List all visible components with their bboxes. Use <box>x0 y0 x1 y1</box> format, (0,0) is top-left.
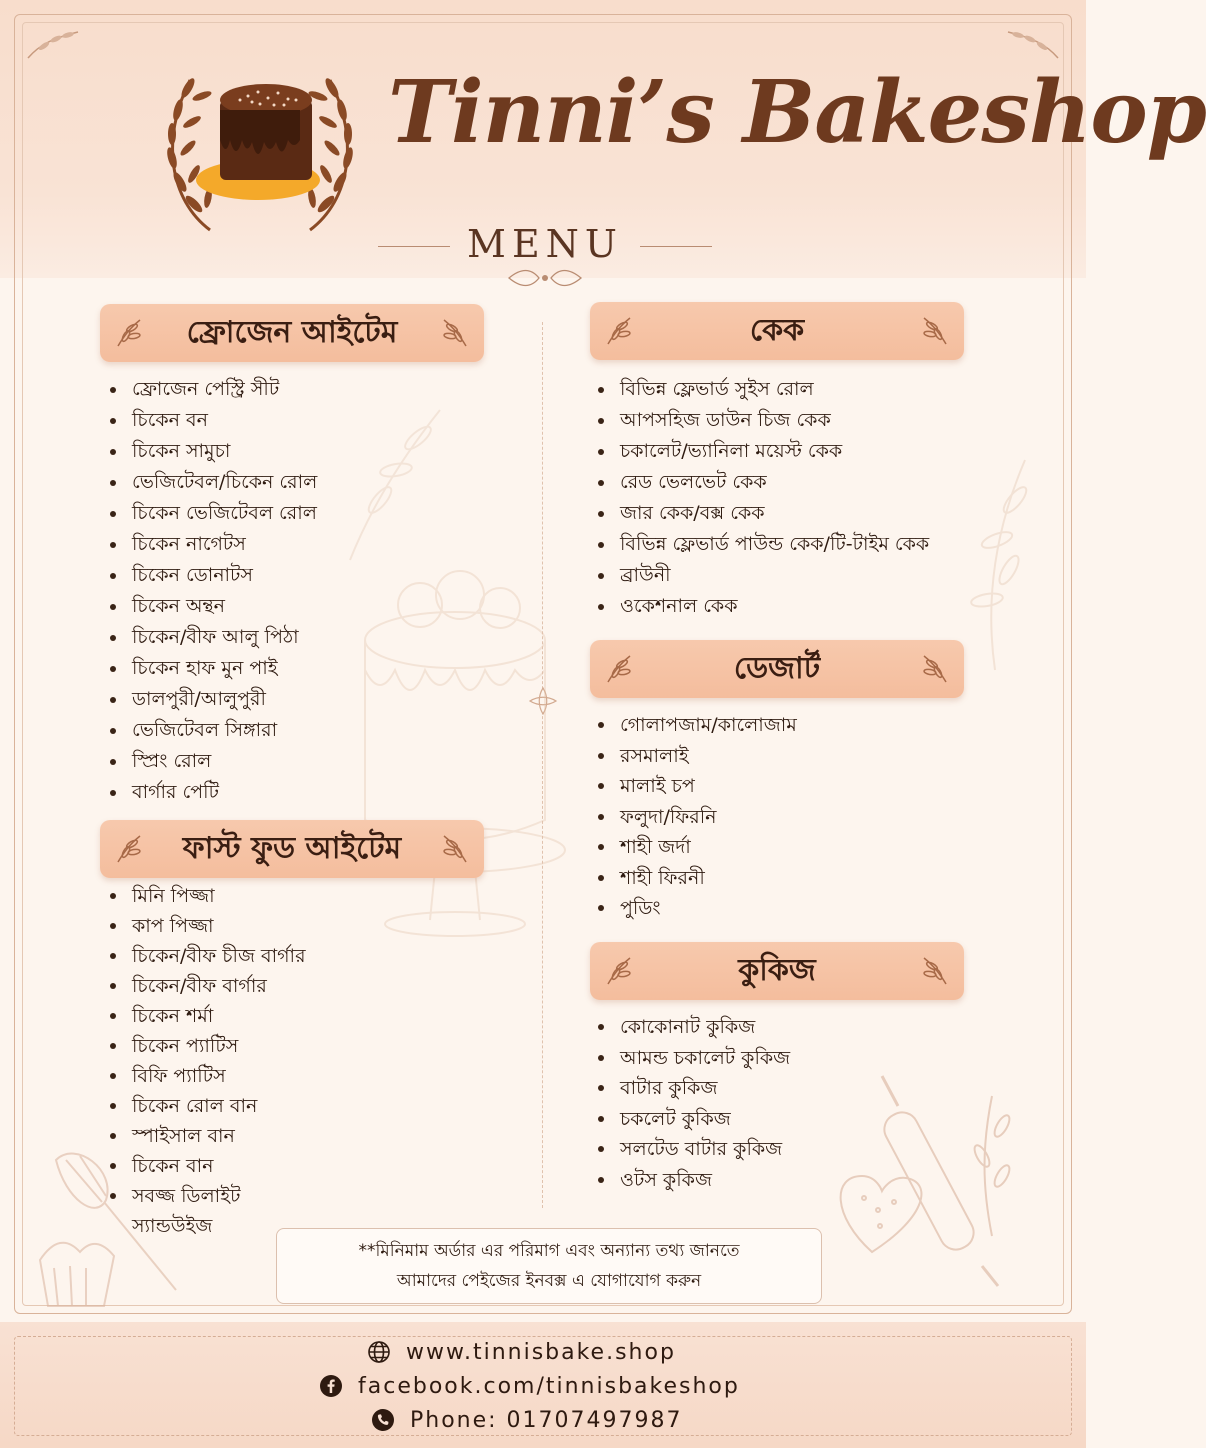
facebook-row[interactable] <box>318 1370 740 1402</box>
list-item: ওকেশনাল কেক <box>596 591 929 622</box>
list-item: মিনি পিজ্জা <box>108 881 306 911</box>
wheat-sprig-icon <box>602 652 636 686</box>
list-item: চিকেন/বীফ বার্গার <box>108 971 306 1001</box>
rolling-pin-heart-sketch-icon <box>832 1066 1022 1286</box>
list-item: কাপ পিজ্জা <box>108 911 306 941</box>
section-heading-text: ফ্রোজেন আইটেম <box>186 314 398 350</box>
list-item: চিকেন বন <box>108 405 317 436</box>
corner-flourish-icon <box>24 24 84 64</box>
list-item: ফলুদা/ফিরনি <box>596 802 797 833</box>
list-item: বিফি প্যাটিস <box>108 1061 306 1091</box>
facebook-icon <box>318 1373 344 1399</box>
phone-number[interactable]: Phone: 01707497987 <box>410 1407 683 1433</box>
list-item: চিকেন হাফ মুন পাই <box>108 653 317 684</box>
website-row[interactable] <box>366 1336 676 1368</box>
list-item: গোলাপজাম/কালোজাম <box>596 710 797 741</box>
wheat-sprig-icon <box>438 316 472 350</box>
wheat-sprig-icon <box>918 954 952 988</box>
dessert-item-list <box>596 710 797 924</box>
wheat-sprig-icon <box>112 832 146 866</box>
cookies-item-list <box>596 1012 790 1195</box>
cake-item-list <box>596 374 929 622</box>
list-item: বাটার কুকিজ <box>596 1073 790 1104</box>
order-note-box <box>276 1228 822 1304</box>
frozen-item-list <box>108 374 317 808</box>
facebook-link[interactable]: facebook.com/tinnisbakeshop <box>358 1373 740 1399</box>
list-item: রসমালাই <box>596 741 797 772</box>
shop-title: Tinni’s Bakeshop <box>388 62 1206 163</box>
order-note-line-2: আমাদের পেইজের ইনবক্স এ যোগাযোগ করুন <box>396 1271 702 1291</box>
list-item: কোকোনাট কুকিজ <box>596 1012 790 1043</box>
section-heading-text: ডেজার্ট <box>733 650 821 686</box>
list-item: ভেজিটেবল সিঙ্গারা <box>108 715 317 746</box>
list-item: চিকেন/বীফ আলু পিঠা <box>108 622 317 653</box>
list-item: চিকেন নাগেটস <box>108 529 317 560</box>
section-heading-cookies <box>590 942 964 1000</box>
list-item: আমন্ড চকালেট কুকিজ <box>596 1043 790 1074</box>
list-item: চিকেন রোল বান <box>108 1091 306 1121</box>
wheat-sprig-icon <box>112 316 146 350</box>
section-heading-fastfood <box>100 820 484 878</box>
corner-flourish-icon <box>1002 24 1062 64</box>
list-item: শাহী ফিরনী <box>596 863 797 894</box>
globe-icon <box>366 1339 392 1365</box>
list-item: ওটস কুকিজ <box>596 1165 790 1196</box>
list-item: চিকেন শর্মা <box>108 1001 306 1031</box>
list-item: সবজ্জ ডিলাইট <box>108 1181 306 1211</box>
list-item: চিকেন প্যাটিস <box>108 1031 306 1061</box>
list-item: রেড ভেলভেট কেক <box>596 467 929 498</box>
section-heading-frozen <box>100 304 484 362</box>
section-heading-dessert <box>590 640 964 698</box>
wheat-sprig-icon <box>602 954 636 988</box>
list-item: চকালেট/ভ্যানিলা ময়েস্ট কেক <box>596 436 929 467</box>
wheat-sprig-icon <box>918 652 952 686</box>
menu-line-right <box>640 246 712 247</box>
section-heading-cake <box>590 302 964 360</box>
list-item: পুডিং <box>596 893 797 924</box>
list-item: মালাই চপ <box>596 771 797 802</box>
wheat-sprig-icon <box>602 314 636 348</box>
list-item: স্প্রিং রোল <box>108 746 317 777</box>
wheat-sprig-icon <box>438 832 472 866</box>
list-item: বিভিন্ন ফ্লেভার্ড সুইস রোল <box>596 374 929 405</box>
section-heading-text: ফাস্ট ফুড আইটেম <box>182 830 402 866</box>
fastfood-item-list <box>108 881 306 1241</box>
list-item: চিকেন অন্থন <box>108 591 317 622</box>
wheat-sprig-icon <box>918 314 952 348</box>
section-heading-text: কুকিজ <box>738 952 816 988</box>
list-item: ভেজিটেবল/চিকেন রোল <box>108 467 317 498</box>
list-item: চিকেন ভেজিটেবল রোল <box>108 498 317 529</box>
list-item: ডালপুরী/আলুপুরী <box>108 684 317 715</box>
list-item: আপসহিজ ডাউন চিজ কেক <box>596 405 929 436</box>
list-item: চিকেন সামুচা <box>108 436 317 467</box>
list-item: ফ্রোজেন পেস্ট্রি সীট <box>108 374 317 405</box>
list-item: চিকেন ডোনাটস <box>108 560 317 591</box>
list-item: জার কেক/বক্স কেক <box>596 498 929 529</box>
list-item: স্পাইসাল বান <box>108 1121 306 1151</box>
list-item: চিকেন/বীফ চীজ বার্গার <box>108 941 306 971</box>
cake-logo-icon <box>150 30 370 250</box>
list-item: চকলেট কুকিজ <box>596 1104 790 1135</box>
list-item: সলটেড বাটার কুকিজ <box>596 1134 790 1165</box>
list-item-continued: স্যান্ডউইজ <box>132 1215 213 1237</box>
list-item: চিকেন বান <box>108 1151 306 1181</box>
phone-row[interactable] <box>370 1404 683 1436</box>
scroll-ornament-icon <box>505 266 585 290</box>
leaf-sprig-sketch-icon <box>330 390 450 570</box>
order-note-line-1: **মিনিমাম অর্ডার এর পরিমাগ এবং অন্যান্য তথ্য জানতে <box>358 1241 740 1261</box>
list-item: বার্গার পেটি <box>108 777 317 808</box>
list-item: শাহী জর্দা <box>596 832 797 863</box>
menu-heading: MENU <box>467 222 623 266</box>
list-item: বিভিন্ন ফ্লেভার্ড পাউন্ড কেক/টি-টাইম কেক <box>596 529 929 560</box>
website-link[interactable]: www.tinnisbake.shop <box>406 1339 676 1365</box>
list-item: ব্রাউনী <box>596 560 929 591</box>
phone-icon <box>370 1407 396 1433</box>
section-heading-text: কেক <box>749 312 805 348</box>
